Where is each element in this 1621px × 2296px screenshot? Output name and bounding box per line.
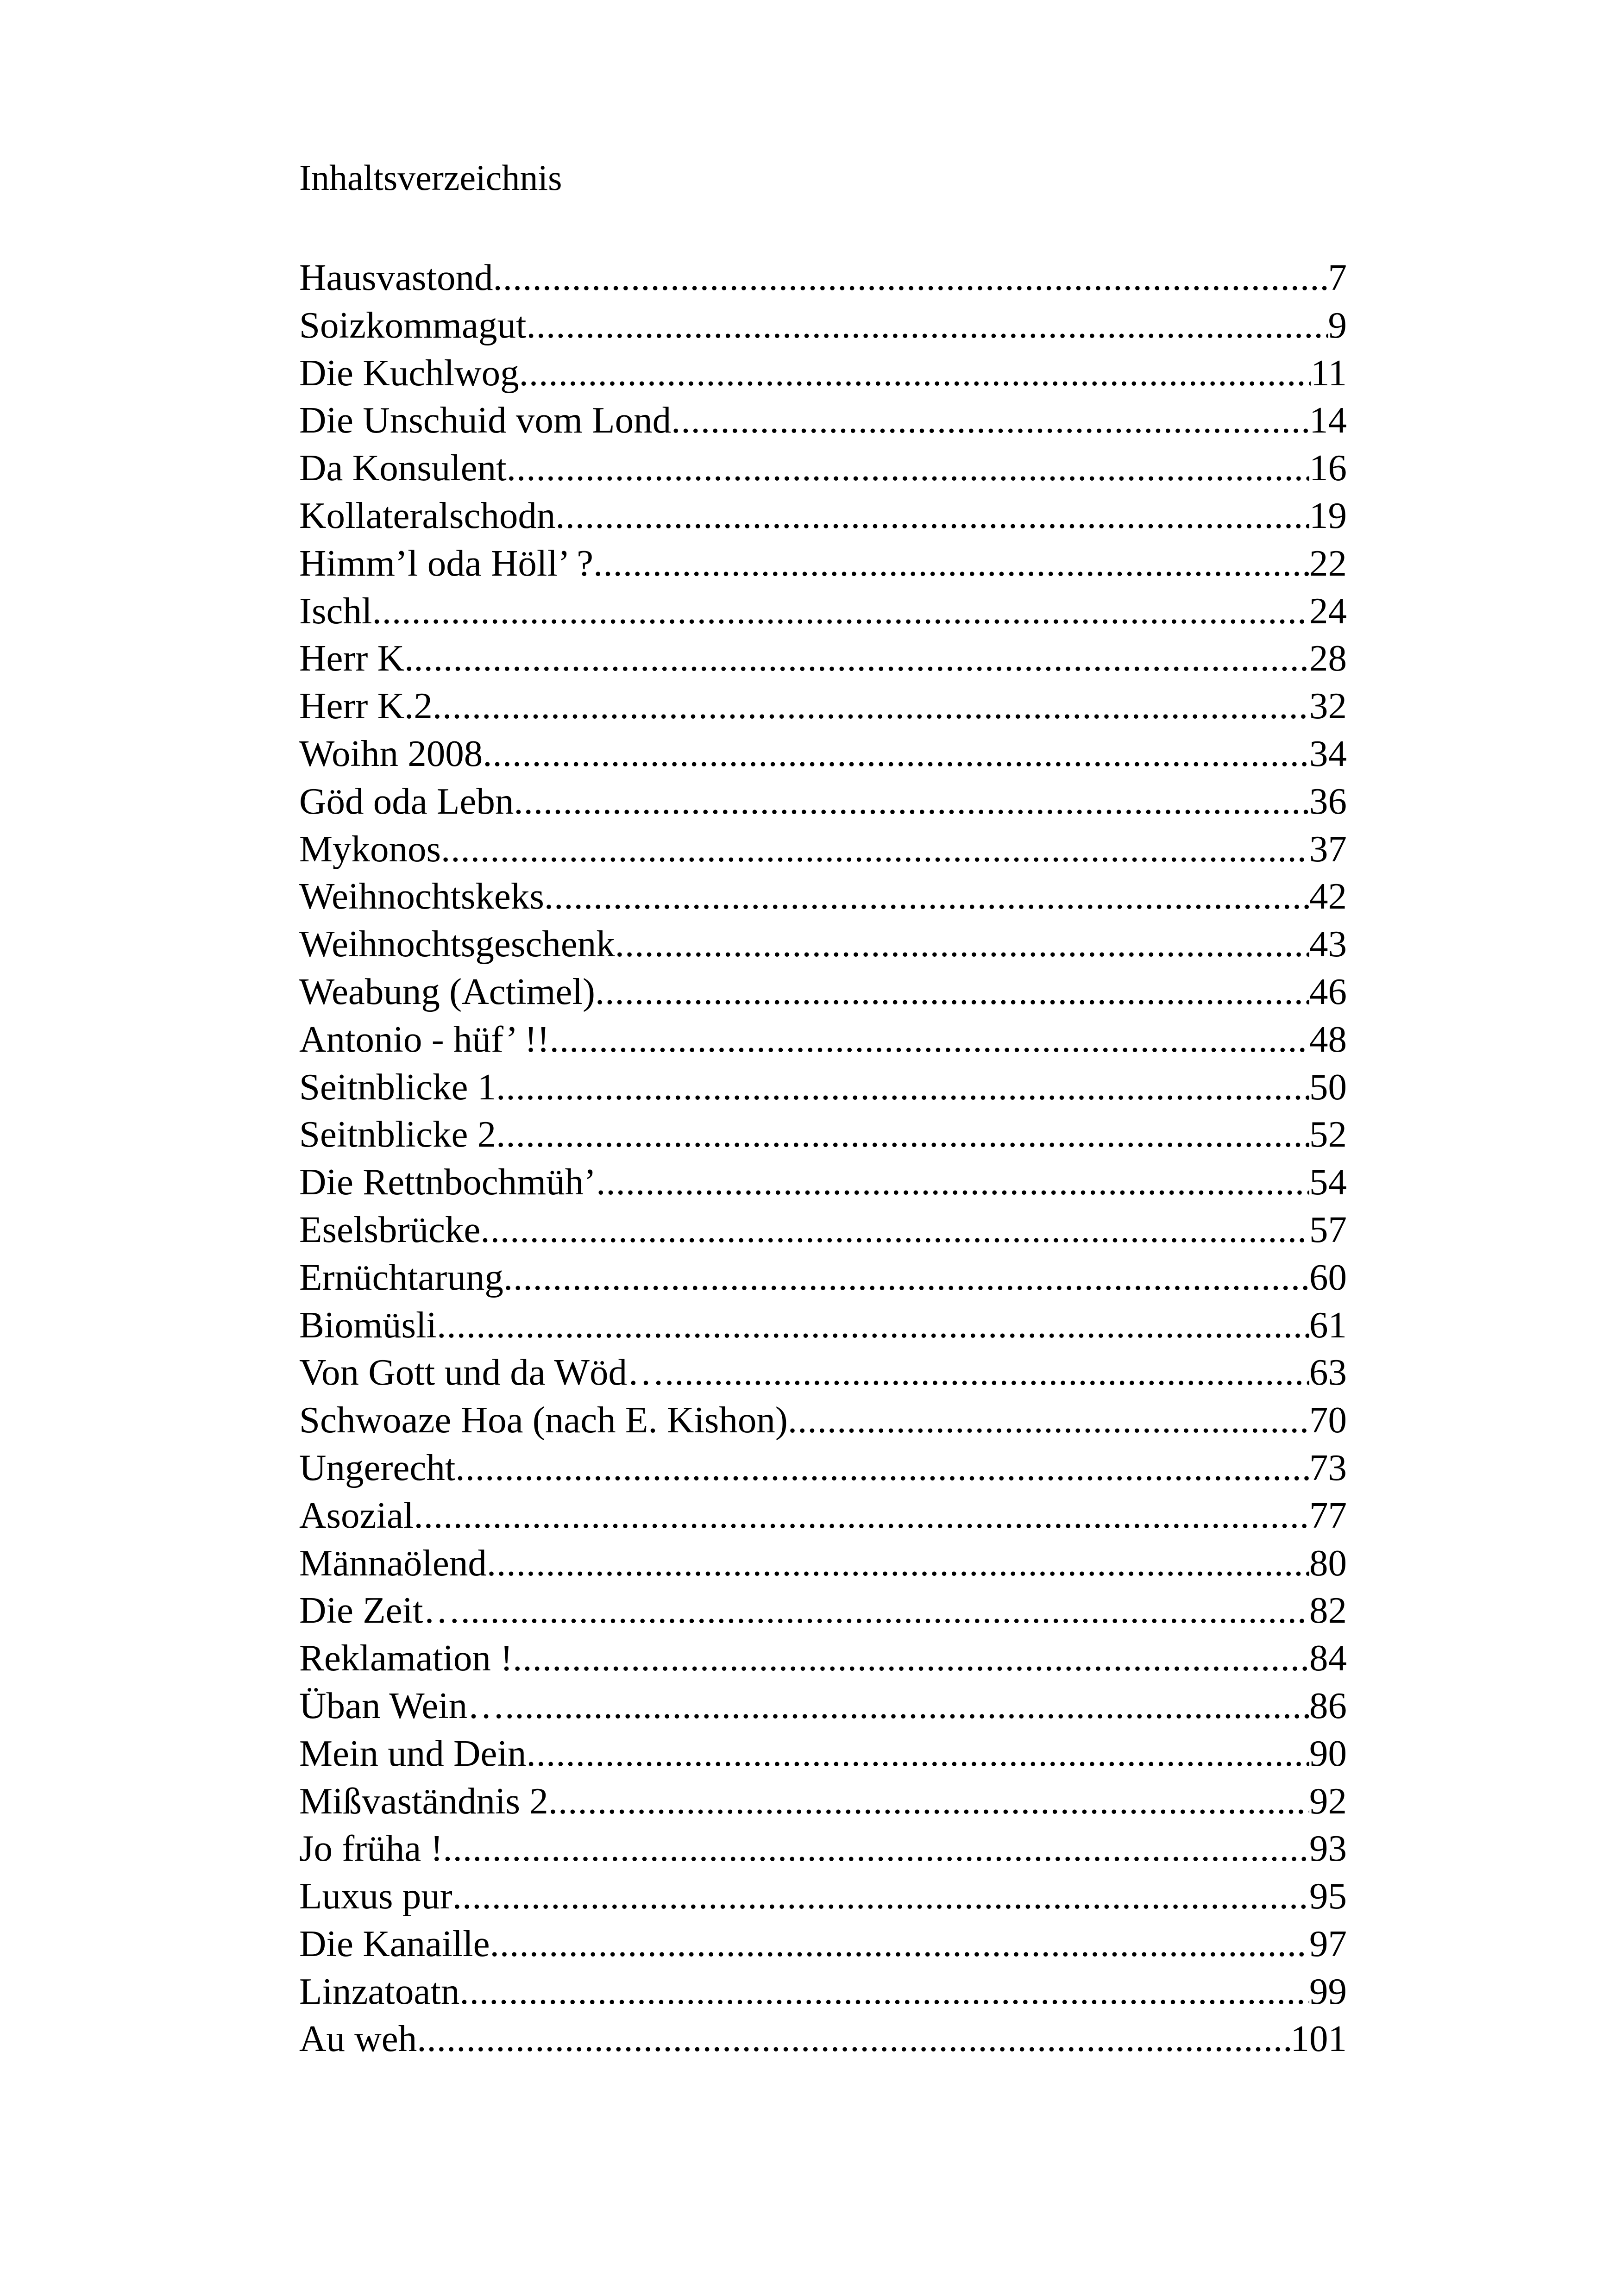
toc-entry-page-number: 9 xyxy=(1328,304,1347,346)
toc-entry[interactable] xyxy=(299,349,1347,397)
toc-entry[interactable] xyxy=(299,1777,1347,1825)
toc-entry-title: Ischl xyxy=(299,590,372,632)
toc-entry-title: Göd oda Lebn xyxy=(299,780,514,822)
toc-entry-title: Herr K.2 xyxy=(299,685,433,727)
toc-entry-page-number: 101 xyxy=(1290,2018,1347,2060)
toc-entry-title: Männaölend xyxy=(299,1542,487,1584)
toc-entry-page-number: 43 xyxy=(1309,923,1347,965)
toc-entry-page-number: 90 xyxy=(1309,1732,1347,1774)
toc-entry-page-number: 97 xyxy=(1309,1922,1347,1964)
toc-dot-leader xyxy=(496,1063,1309,1111)
toc-entry[interactable] xyxy=(299,539,1347,587)
toc-dot-leader xyxy=(496,1110,1309,1158)
toc-entry-title: Ungerecht xyxy=(299,1446,456,1488)
toc-entry-title: Jo früha ! xyxy=(299,1827,443,1869)
toc-entry-title: Au weh xyxy=(299,2018,417,2060)
toc-entry-page-number: 37 xyxy=(1309,828,1347,870)
toc-entry-title: Reklamation ! xyxy=(299,1637,513,1679)
toc-dot-leader xyxy=(417,2015,1290,2063)
toc-heading: Inhaltsverzeichnis xyxy=(299,157,562,198)
toc-entry-page-number: 11 xyxy=(1311,351,1347,394)
toc-dot-leader xyxy=(513,1634,1309,1682)
toc-entry-title: Ernüchtarung xyxy=(299,1256,503,1298)
toc-entry-page-number: 70 xyxy=(1309,1399,1347,1441)
toc-entry-page-number: 54 xyxy=(1309,1161,1347,1203)
toc-entry[interactable] xyxy=(299,1872,1347,1920)
toc-dot-leader xyxy=(414,1492,1309,1539)
toc-entry-page-number: 84 xyxy=(1309,1637,1347,1679)
toc-entry[interactable] xyxy=(299,1444,1347,1492)
toc-entry-title: Linzatoatn xyxy=(299,1970,460,2012)
toc-entry-page-number: 77 xyxy=(1309,1494,1347,1536)
toc-entry[interactable] xyxy=(299,492,1347,539)
toc-entry-page-number: 93 xyxy=(1309,1827,1347,1869)
toc-dot-leader xyxy=(443,1825,1309,1872)
toc-entry-page-number: 36 xyxy=(1309,780,1347,822)
toc-entry-page-number: 73 xyxy=(1309,1446,1347,1488)
toc-entry[interactable] xyxy=(299,1730,1347,1777)
toc-entry-page-number: 57 xyxy=(1309,1208,1347,1250)
toc-entry-title: Asozial xyxy=(299,1494,414,1536)
toc-entry-page-number: 32 xyxy=(1309,685,1347,727)
toc-entry-title: Luxus pur xyxy=(299,1875,452,1917)
toc-entry-title: Antonio - hüf’ !! xyxy=(299,1018,550,1060)
toc-entry-title: Weihnochtsgeschenk xyxy=(299,923,615,965)
toc-entry-title: Von Gott und da Wöd… xyxy=(299,1351,665,1393)
toc-entry[interactable] xyxy=(299,1254,1347,1301)
toc-dot-leader xyxy=(505,1682,1309,1730)
toc-dot-leader xyxy=(544,872,1309,920)
toc-entry[interactable] xyxy=(299,1920,1347,1968)
toc-list xyxy=(299,254,1347,2063)
toc-entry[interactable] xyxy=(299,1492,1347,1539)
toc-entry-title: Mein und Dein xyxy=(299,1732,527,1774)
toc-entry-page-number: 86 xyxy=(1309,1684,1347,1726)
toc-entry[interactable] xyxy=(299,1016,1347,1063)
toc-entry-title: Seitnblicke 1 xyxy=(299,1066,496,1108)
toc-entry-title: Woihn 2008 xyxy=(299,732,483,774)
toc-entry[interactable] xyxy=(299,1682,1347,1730)
toc-entry-page-number: 52 xyxy=(1309,1113,1347,1155)
toc-entry[interactable] xyxy=(299,1206,1347,1254)
toc-entry[interactable] xyxy=(299,444,1347,492)
toc-dot-leader xyxy=(452,1872,1309,1920)
toc-entry-page-number: 16 xyxy=(1309,447,1347,489)
toc-entry-page-number: 48 xyxy=(1309,1018,1347,1060)
toc-dot-leader xyxy=(503,1254,1309,1301)
toc-dot-leader xyxy=(595,968,1309,1016)
toc-entry-title: Die Rettnbochmüh’ xyxy=(299,1161,597,1203)
toc-entry[interactable] xyxy=(299,1110,1347,1158)
toc-entry-title: Die Kuchlwog xyxy=(299,351,519,394)
toc-entry-page-number: 22 xyxy=(1309,542,1347,584)
toc-entry[interactable] xyxy=(299,1825,1347,1872)
toc-entry-title: Eselsbrücke xyxy=(299,1208,481,1250)
toc-entry[interactable] xyxy=(299,1063,1347,1111)
toc-entry[interactable] xyxy=(299,1539,1347,1587)
toc-dot-leader xyxy=(526,1730,1309,1777)
toc-entry[interactable] xyxy=(299,730,1347,778)
toc-entry[interactable] xyxy=(299,634,1347,682)
toc-entry[interactable] xyxy=(299,301,1347,349)
toc-entry[interactable] xyxy=(299,1968,1347,2015)
toc-dot-leader xyxy=(615,920,1309,968)
toc-dot-leader xyxy=(487,1539,1309,1587)
toc-entry-page-number: 46 xyxy=(1309,970,1347,1012)
toc-entry-page-number: 95 xyxy=(1309,1875,1347,1917)
toc-dot-leader xyxy=(593,539,1309,587)
toc-entry-page-number: 28 xyxy=(1309,637,1347,679)
toc-entry[interactable] xyxy=(299,396,1347,444)
toc-dot-leader xyxy=(665,1349,1309,1396)
toc-dot-leader xyxy=(548,1777,1309,1825)
toc-entry[interactable] xyxy=(299,1587,1347,1634)
toc-dot-leader xyxy=(414,634,1309,682)
toc-entry-title: Biomüsli xyxy=(299,1304,437,1346)
toc-entry-page-number: 63 xyxy=(1309,1351,1347,1393)
toc-entry-page-number: 60 xyxy=(1309,1256,1347,1298)
toc-entry-title: Üban Wein… xyxy=(299,1684,505,1726)
toc-entry-page-number: 92 xyxy=(1309,1780,1347,1822)
toc-entry-title: Hausvastond xyxy=(299,257,493,298)
toc-dot-leader xyxy=(433,682,1309,730)
toc-entry[interactable] xyxy=(299,1396,1347,1444)
toc-entry-title: Weihnochtskeks xyxy=(299,875,544,917)
toc-entry-title: Weabung (Actimel) xyxy=(299,970,595,1012)
toc-entry-title: Himm’l oda Höll’ ? xyxy=(299,542,594,584)
toc-entry-title: Herr K. xyxy=(299,637,414,679)
toc-entry-title: Die Unschuid vom Lond xyxy=(299,399,672,441)
toc-entry-title: Schwoaze Hoa (nach E. Kishon) xyxy=(299,1399,788,1441)
toc-dot-leader xyxy=(441,825,1309,873)
toc-dot-leader xyxy=(596,1158,1309,1206)
toc-dot-leader xyxy=(483,730,1309,778)
toc-dot-leader xyxy=(461,1587,1309,1634)
toc-entry-page-number: 99 xyxy=(1309,1970,1347,2012)
toc-entry[interactable] xyxy=(299,872,1347,920)
toc-entry-page-number: 24 xyxy=(1309,590,1347,632)
toc-dot-leader xyxy=(555,492,1309,539)
toc-entry-title: Soizkommagut xyxy=(299,304,527,346)
toc-entry-page-number: 34 xyxy=(1309,732,1347,774)
toc-entry-title: Mißvaständnis 2 xyxy=(299,1780,548,1822)
toc-entry-page-number: 14 xyxy=(1309,399,1347,441)
toc-entry[interactable] xyxy=(299,2015,1347,2063)
toc-dot-leader xyxy=(493,254,1328,301)
toc-entry[interactable] xyxy=(299,587,1347,635)
toc-dot-leader xyxy=(437,1301,1309,1349)
toc-entry[interactable] xyxy=(299,968,1347,1016)
toc-entry[interactable] xyxy=(299,1634,1347,1682)
toc-entry[interactable] xyxy=(299,825,1347,873)
toc-entry[interactable] xyxy=(299,682,1347,730)
toc-entry-page-number: 7 xyxy=(1328,257,1347,298)
toc-entry-page-number: 61 xyxy=(1309,1304,1347,1346)
toc-dot-leader xyxy=(372,587,1309,635)
toc-entry[interactable] xyxy=(299,920,1347,968)
toc-entry-title: Mykonos xyxy=(299,828,441,870)
toc-entry-title: Da Konsulent xyxy=(299,447,507,489)
toc-dot-leader xyxy=(459,1968,1309,2015)
toc-dot-leader xyxy=(455,1444,1309,1492)
toc-entry-page-number: 80 xyxy=(1309,1542,1347,1584)
toc-dot-leader xyxy=(526,301,1328,349)
toc-dot-leader xyxy=(514,778,1309,825)
toc-entry-title: Die Zeit… xyxy=(299,1589,461,1631)
toc-dot-leader xyxy=(550,1016,1309,1063)
toc-entry-title: Seitnblicke 2 xyxy=(299,1113,496,1155)
toc-dot-leader xyxy=(507,444,1309,492)
toc-entry[interactable] xyxy=(299,1158,1347,1206)
toc-entry-page-number: 19 xyxy=(1309,494,1347,536)
toc-entry-page-number: 42 xyxy=(1309,875,1347,917)
toc-entry[interactable] xyxy=(299,1349,1347,1396)
toc-entry[interactable] xyxy=(299,1301,1347,1349)
toc-entry-page-number: 82 xyxy=(1309,1589,1347,1631)
toc-entry[interactable] xyxy=(299,254,1347,301)
toc-dot-leader xyxy=(671,396,1309,444)
toc-dot-leader xyxy=(480,1206,1309,1254)
toc-entry-title: Die Kanaille xyxy=(299,1922,490,1964)
toc-entry[interactable] xyxy=(299,778,1347,825)
toc-dot-leader xyxy=(490,1920,1309,1968)
toc-entry-page-number: 50 xyxy=(1309,1066,1347,1108)
toc-dot-leader xyxy=(788,1396,1309,1444)
toc-dot-leader xyxy=(519,349,1311,397)
toc-entry-title: Kollateralschodn xyxy=(299,494,556,536)
